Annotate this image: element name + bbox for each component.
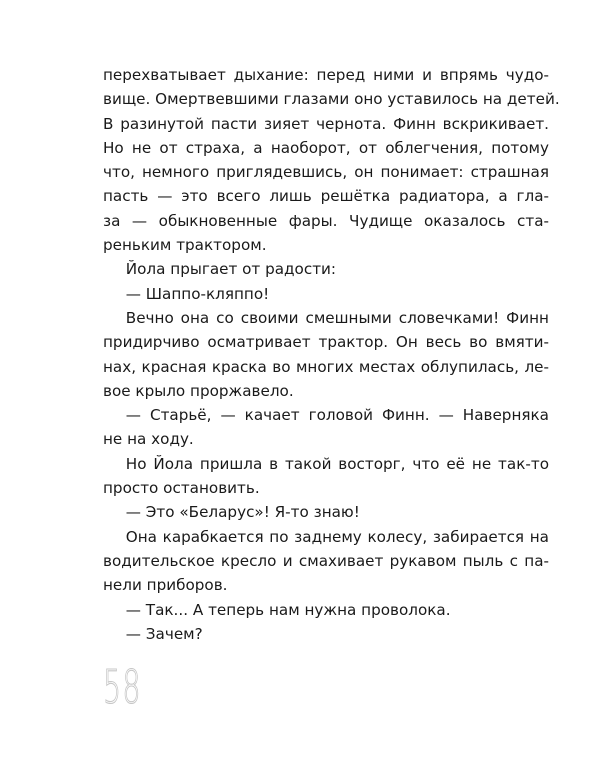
- text-line: — Шаппо-кляппо!: [103, 284, 270, 303]
- body-text: [103, 63, 560, 646]
- text-line: вище. Омертвевшими глазами оно уставилось на детей.: [103, 90, 560, 109]
- text-line: пасть — это всего лишь решётка радиатора, а гла-: [103, 187, 549, 206]
- text-line: водительское кресло и смахивает рукавом пыль с па-: [103, 551, 549, 570]
- text-line: — Так... А теперь нам нужна проволока.: [103, 600, 451, 619]
- text-line: Йола прыгает от радости:: [103, 260, 337, 279]
- text-line: В разинутой пасти зияет чернота. Финн вскрикивает.: [103, 114, 549, 133]
- text-line: перехватывает дыхание: перед ними и впрямь чудо-: [103, 66, 549, 84]
- text-line: Но Йола пришла в такой восторг, что её не так-то: [103, 454, 549, 473]
- text-line: Она карабкается по заднему колесу, забирается на: [103, 527, 549, 546]
- paragraph: [103, 306, 549, 403]
- text-line: — Старьё, — качает головой Финн. — Наверняка: [103, 406, 549, 425]
- text-line: Вечно она со своими смешными словечками! Финн: [103, 308, 549, 327]
- text-line: — Это «Беларус»! Я-то знаю!: [103, 503, 360, 522]
- paragraph: [103, 63, 560, 257]
- text-line: что, немного приглядевшись, он понимает: страшная: [103, 163, 549, 182]
- text-line: вое крыло проржавело.: [103, 381, 294, 400]
- paragraph: [103, 403, 549, 452]
- text-line: не на ходу.: [103, 430, 194, 449]
- paragraph: [103, 622, 549, 646]
- text-line: за — обыкновенные фары. Чудище оказалось ста-: [103, 211, 549, 230]
- paragraph: [103, 598, 549, 622]
- page-number: 58: [103, 660, 142, 714]
- paragraph: [103, 500, 549, 524]
- paragraph: [103, 452, 549, 501]
- paragraph: [103, 257, 549, 281]
- text-line: реньким трактором.: [103, 236, 267, 255]
- text-line: нели приборов.: [103, 576, 228, 595]
- text-line: Но не от страха, а наоборот, от облегчения, потому: [103, 138, 549, 157]
- paragraph: [103, 282, 549, 306]
- text-line: просто остановить.: [103, 479, 260, 498]
- text-line: — Зачем?: [103, 624, 203, 643]
- text-line: нах, красная краска во многих местах облупилась, ле-: [103, 357, 549, 376]
- paragraph: [103, 525, 549, 598]
- text-line: придирчиво осматривает трактор. Он весь во вмяти-: [103, 333, 549, 352]
